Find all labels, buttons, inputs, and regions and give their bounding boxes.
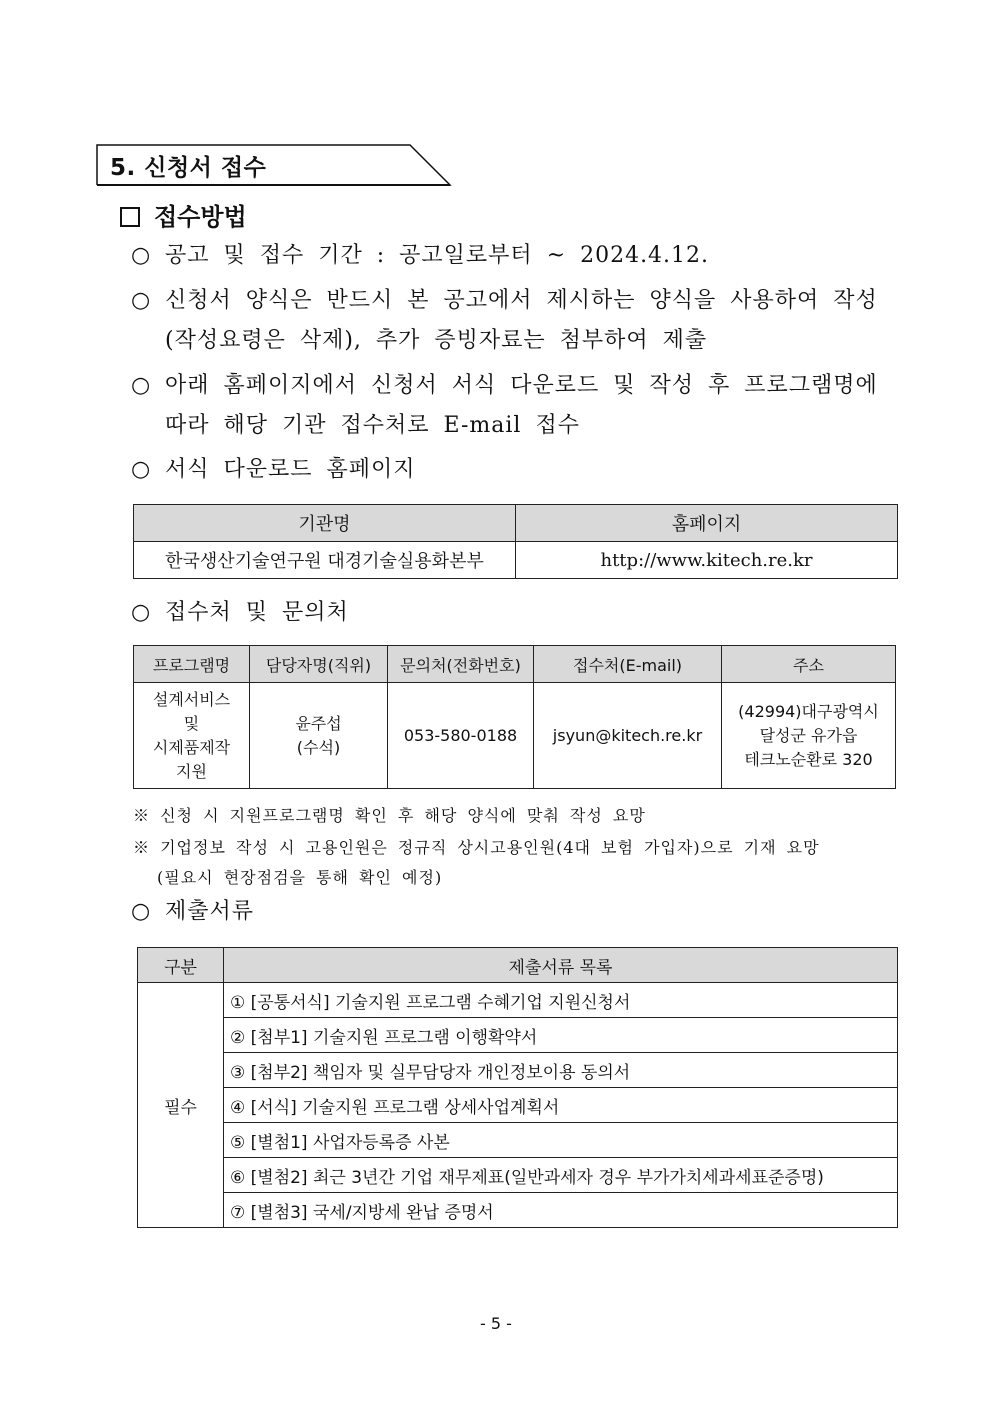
column-header: 담당자명(직위) (250, 646, 388, 683)
bullet-item (131, 892, 901, 932)
institution-cell: 한국생산기술연구원 대경기술실용화본부 (134, 542, 516, 579)
program-line: 설계서비스 (152, 689, 231, 709)
document-item: ⑦ [별첨3] 국세/지방세 완납 증명서 (224, 1193, 898, 1228)
bullet-item (131, 236, 901, 276)
checkbox-square-icon (120, 207, 140, 227)
table-row (138, 1053, 898, 1088)
document-item: ⑥ [별첨2] 최근 3년간 기업 재무제표(일반과세자 경우 부가가치세과세표준증명) (224, 1158, 898, 1193)
bullet-item (131, 366, 901, 446)
subheading-text: 접수방법 (154, 203, 247, 231)
circle-bullet-icon: ○ (131, 600, 151, 625)
bullet-text: 접수처 및 문의처 (165, 600, 349, 625)
bullet-text: 제출서류 (165, 899, 255, 924)
table-header-row (138, 948, 898, 983)
document-item: ① [공통서식] 기술지원 프로그램 수혜기업 지원신청서 (224, 983, 898, 1018)
homepage-link[interactable]: http://www.kitech.re.kr (516, 542, 898, 579)
subheading (120, 197, 247, 232)
bullet-text: 공고 및 접수 기간 : 공고일로부터 ~ 2024.4.12. (165, 243, 710, 268)
person-title: (수석) (296, 737, 341, 757)
document-item: ② [첨부1] 기술지원 프로그램 이행확약서 (224, 1018, 898, 1053)
address-cell (722, 683, 896, 789)
address-line: 달성군 유가읍 (759, 725, 858, 745)
email-link[interactable]: jsyun@kitech.re.kr (534, 683, 722, 789)
bullet-text-line2: (작성요령은 삭제), 추가 증빙자료는 첨부하여 제출 (165, 328, 708, 353)
page-number: - 5 - (480, 1314, 512, 1333)
address-line: 테크노순환로 320 (744, 749, 873, 769)
section-header (96, 144, 452, 186)
table-row (134, 542, 898, 579)
circle-bullet-icon: ○ (131, 373, 151, 398)
column-header: 문의처(전화번호) (388, 646, 534, 683)
bullet-text: 서식 다운로드 홈페이지 (165, 457, 416, 482)
column-header: 기관명 (134, 505, 516, 542)
table-row (134, 683, 896, 789)
document-item: ④ [서식] 기술지원 프로그램 상세사업계획서 (224, 1088, 898, 1123)
address-line: (42994)대구광역시 (738, 701, 879, 721)
table-header-row (134, 646, 896, 683)
bullet-item (131, 593, 901, 633)
program-line: 및 (183, 713, 200, 733)
document-item: ⑤ [별첨1] 사업자등록증 사본 (224, 1123, 898, 1158)
bullet-item (131, 450, 901, 490)
note-text: ※ 신청 시 지원프로그램명 확인 후 해당 양식에 맞춰 작성 요망 (133, 806, 646, 825)
contact-table (133, 645, 896, 789)
column-header: 제출서류 목록 (224, 948, 898, 983)
column-header: 구분 (138, 948, 224, 983)
person-name: 윤주섭 (295, 713, 342, 733)
bullet-item (131, 281, 901, 361)
table-row (138, 1193, 898, 1228)
circle-bullet-icon: ○ (131, 457, 151, 482)
document-item: ③ [첨부2] 책임자 및 실무담당자 개인정보이용 동의서 (224, 1053, 898, 1088)
circle-bullet-icon: ○ (131, 899, 151, 924)
category-cell: 필수 (138, 983, 224, 1228)
column-header: 접수처(E-mail) (534, 646, 722, 683)
homepage-table (133, 504, 898, 579)
program-line: 지원 (176, 761, 207, 781)
table-row (138, 1018, 898, 1053)
note-text: (필요시 현장점검을 통해 확인 예정) (157, 868, 443, 887)
program-line: 시제품제작 (152, 737, 231, 757)
column-header: 프로그램명 (134, 646, 250, 683)
bullet-text-line1: 아래 홈페이지에서 신청서 서식 다운로드 및 작성 후 프로그램명에 (165, 373, 878, 398)
program-cell (134, 683, 250, 789)
circle-bullet-icon: ○ (131, 243, 151, 268)
table-header-row (134, 505, 898, 542)
bullet-text-line1: 신청서 양식은 반드시 본 공고에서 제시하는 양식을 사용하여 작성 (165, 288, 878, 313)
table-row (138, 1123, 898, 1158)
note-text: ※ 기업정보 작성 시 고용인원은 정규직 상시고용인원(4대 보험 가입자)으로 기재 요망 (133, 838, 820, 857)
table-row (138, 983, 898, 1018)
column-header: 홈페이지 (516, 505, 898, 542)
phone-cell: 053-580-0188 (388, 683, 534, 789)
bullet-text-line2: 따라 해당 기관 접수처로 E-mail 접수 (165, 413, 580, 438)
section-title: 5. 신청서 접수 (110, 155, 267, 181)
column-header: 주소 (722, 646, 896, 683)
circle-bullet-icon: ○ (131, 288, 151, 313)
person-cell (250, 683, 388, 789)
table-row (138, 1158, 898, 1193)
documents-table (137, 947, 898, 1228)
table-row (138, 1088, 898, 1123)
